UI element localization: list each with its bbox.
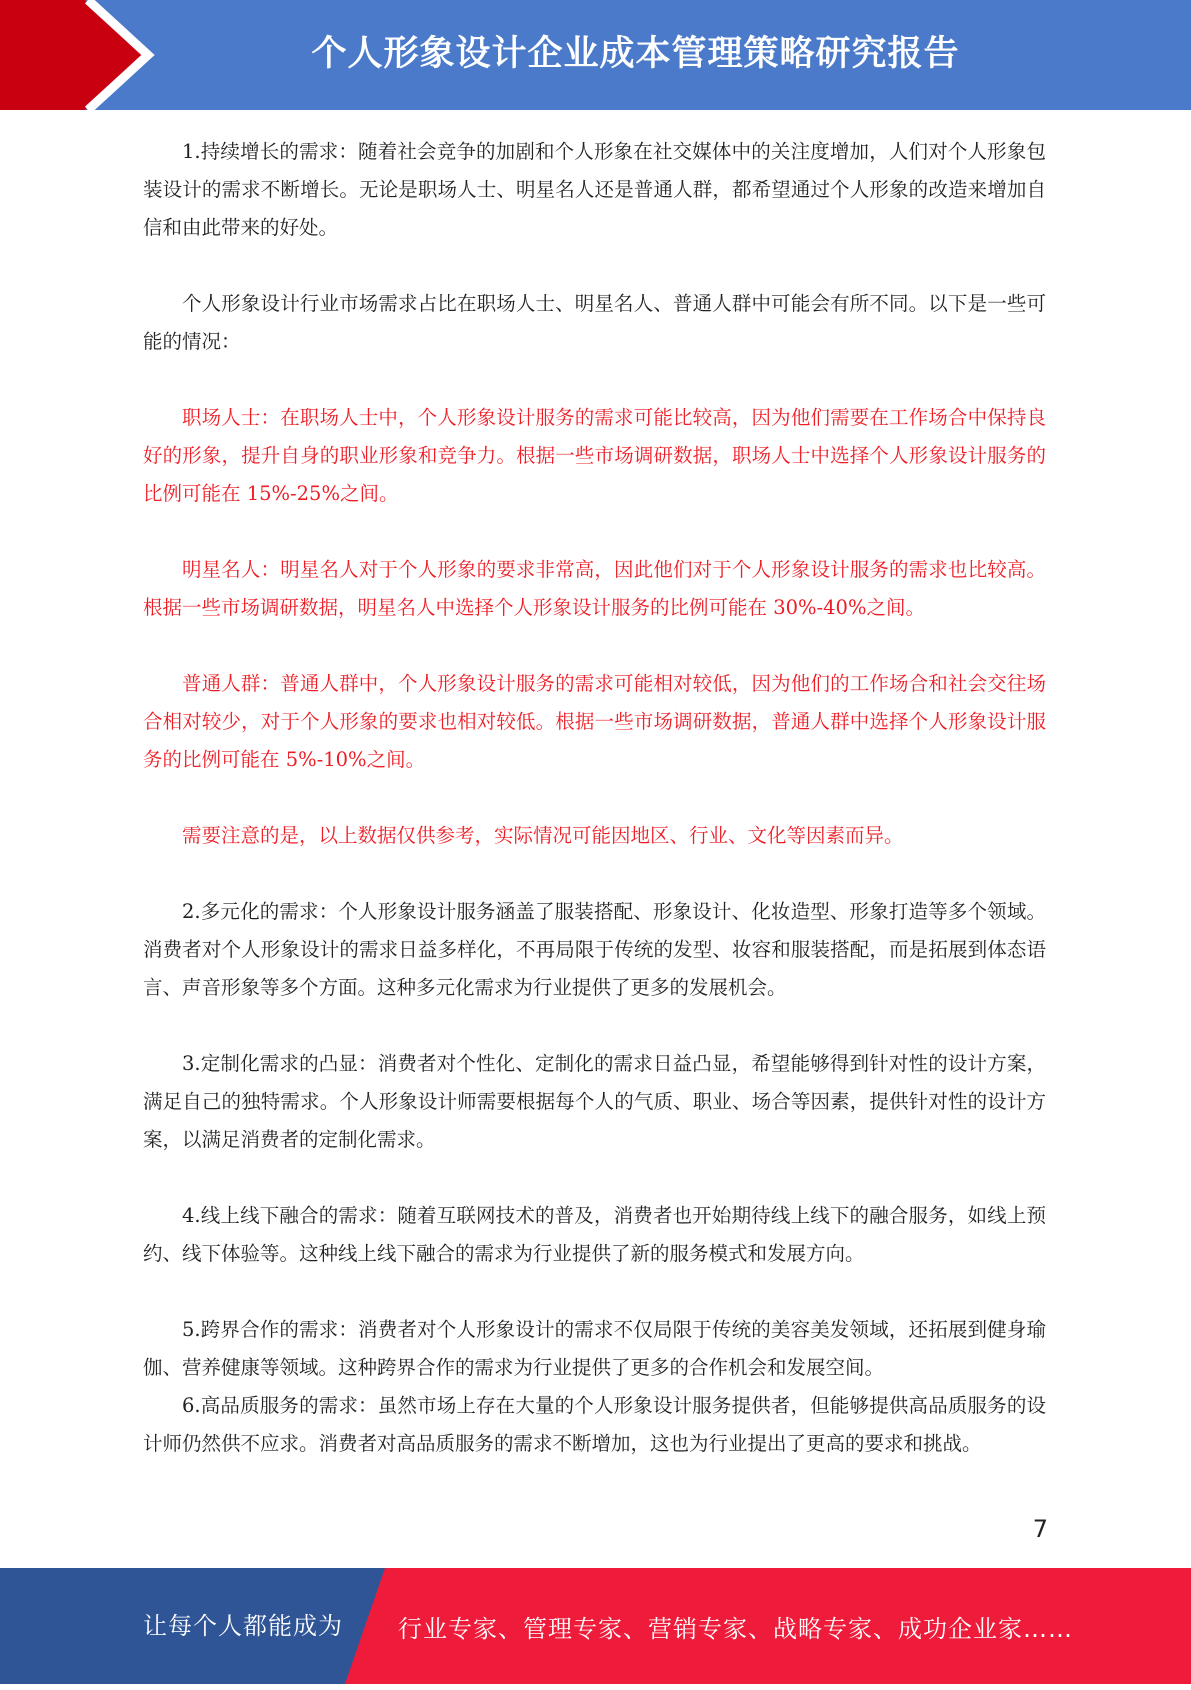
paragraph-online-offline-demand: 4.线上线下融合的需求：随着互联网技术的普及，消费者也开始期待线上线下的融合服务，如线上预约、线下体验等。这种线上线下融合的需求为行业提供了新的服务模式和发展方向。 (143, 1204, 1046, 1265)
paragraph-spacer (143, 855, 1046, 893)
paragraph-spacer (143, 1273, 1046, 1311)
document-body (143, 133, 1046, 1463)
paragraph-spacer (143, 513, 1046, 551)
paragraph-spacer (143, 627, 1046, 665)
paragraph-spacer (143, 779, 1046, 817)
footer-slogan-left: 让每个人都能成为 (143, 1612, 343, 1640)
paragraph-diversified-demand: 2.多元化的需求：个人形象设计服务涵盖了服装搭配、形象设计、化妆造型、形象打造等多个领域。消费者对个人形象设计的需求日益多样化，不再局限于传统的发型、妆容和服装搭配，而是拓展到体态语言、声音形象等多个方面。这种多元化需求为行业提供了更多的发展机会。 (143, 900, 1046, 999)
page-header (0, 0, 1191, 110)
paragraph-demand-growth: 1.持续增长的需求：随着社会竞争的加剧和个人形象在社交媒体中的关注度增加，人们对个人形象包装设计的需求不断增长。无论是职场人士、明星名人还是普通人群，都希望通过个人形象的改造来增加自信和由此带来的好处。 (143, 140, 1046, 239)
paragraph-professionals: 职场人士：在职场人士中，个人形象设计服务的需求可能比较高，因为他们需要在工作场合中保持良好的形象，提升自身的职业形象和竞争力。根据一些市场调研数据，职场人士中选择个人形象设计服务的比例可能在 15%-25%之间。 (143, 406, 1046, 505)
paragraph-quality-demand: 6.高品质服务的需求：虽然市场上存在大量的个人形象设计服务提供者，但能够提供高品质服务的设计师仍然供不应求。消费者对高品质服务的需求不断增加，这也为行业提出了更高的要求和挑战。 (143, 1394, 1046, 1455)
paragraph-spacer (143, 361, 1046, 399)
paragraph-celebrities: 明星名人：明星名人对于个人形象的要求非常高，因此他们对于个人形象设计服务的需求也比较高。根据一些市场调研数据，明星名人中选择个人形象设计服务的比例可能在 30%-40%之间。 (143, 558, 1046, 619)
paragraph-spacer (143, 247, 1046, 285)
paragraph-customized-demand: 3.定制化需求的凸显：消费者对个性化、定制化的需求日益凸显，希望能够得到针对性的设计方案，满足自己的独特需求。个人形象设计师需要根据每个人的气质、职业、场合等因素，提供针对性的设计方案，以满足消费者的定制化需求。 (143, 1052, 1046, 1151)
chevron-arrow-icon (0, 0, 160, 110)
paragraph-spacer (143, 1007, 1046, 1045)
paragraph-spacer (143, 1159, 1046, 1197)
page-number: 7 (1032, 1515, 1048, 1543)
page-footer (0, 1568, 1191, 1684)
paragraph-general-public: 普通人群：普通人群中，个人形象设计服务的需求可能相对较低，因为他们的工作场合和社会交往场合相对较少，对于个人形象的要求也相对较低。根据一些市场调研数据，普通人群中选择个人形象设计服务的比例可能在 5%-10%之间。 (143, 672, 1046, 771)
paragraph-disclaimer: 需要注意的是，以上数据仅供参考，实际情况可能因地区、行业、文化等因素而异。 (182, 824, 904, 847)
paragraph-market-share-intro: 个人形象设计行业市场需求占比在职场人士、明星名人、普通人群中可能会有所不同。以下是一些可能的情况： (143, 292, 1046, 353)
paragraph-crossover-demand: 5.跨界合作的需求：消费者对个人形象设计的需求不仅局限于传统的美容美发领域，还拓展到健身瑜伽、营养健康等领域。这种跨界合作的需求为行业提供了更多的合作机会和发展空间。 (143, 1318, 1046, 1379)
footer-slogan-right: 行业专家、管理专家、营销专家、战略专家、成功企业家…… (398, 1615, 1073, 1643)
document-title: 个人形象设计企业成本管理策略研究报告 (311, 34, 960, 74)
